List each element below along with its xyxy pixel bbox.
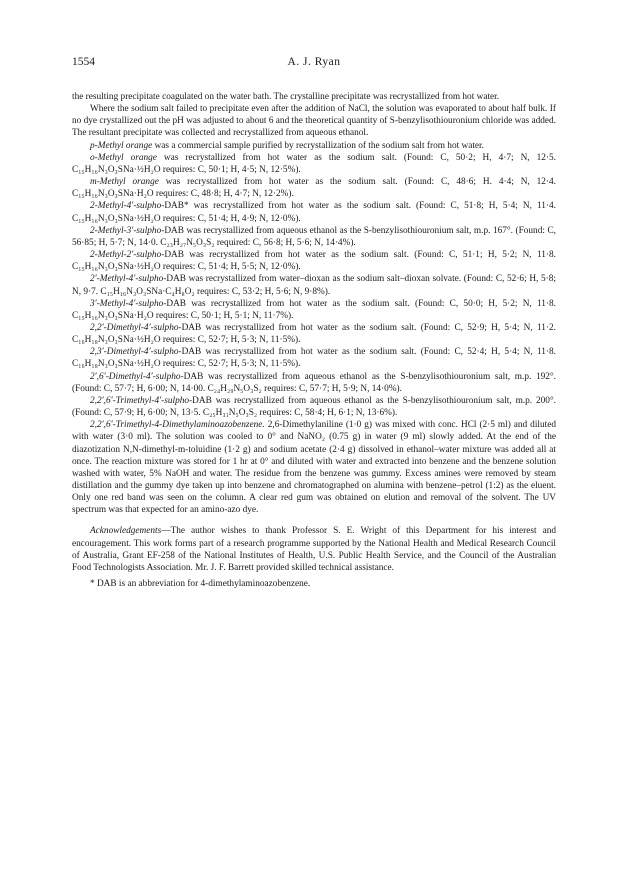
body-text bbox=[72, 91, 556, 590]
paragraph bbox=[72, 103, 556, 139]
paragraph bbox=[72, 346, 556, 370]
paragraph-text: was a commercial sample purified by recrystallization of the sodium salt from hot water. bbox=[152, 140, 484, 151]
compound-name: p-Methyl orange bbox=[90, 140, 153, 151]
paragraph bbox=[72, 322, 556, 346]
paragraph bbox=[72, 298, 556, 322]
paragraph-text: DAB was recrystallized from hot water as the sodium salt. (Found: C, 51·1; H, 5·2; N, 11·8. C₁₅H₁₆N₃O₃SNa·½H₂O requires: C, 51·4; H, 5·5; N, 12·0%). bbox=[72, 250, 556, 273]
paragraph bbox=[72, 249, 556, 273]
page-number: 1554 bbox=[72, 56, 95, 68]
compound-name: 2,2′,6′-Trimethyl-4′-sulpho- bbox=[90, 395, 193, 406]
paragraph bbox=[72, 273, 556, 297]
paragraph bbox=[72, 225, 556, 249]
paragraph bbox=[72, 91, 556, 103]
paragraph bbox=[72, 371, 556, 395]
paragraph bbox=[72, 152, 556, 176]
footnote: * DAB is an abbreviation for 4-dimethylaminoazobenzene. bbox=[90, 579, 311, 590]
compound-name: 2-Methyl-2′-sulpho- bbox=[90, 250, 165, 261]
paragraph-text: DAB was recrystallized from hot water as the sodium salt. (Found: C, 52·4; H, 5·4; N, 11·8. C₁₆H₁₈N₃O₃SNa·½H₂O requires: C, 52·7; H, 5·3; N, 11·5%). bbox=[72, 347, 556, 370]
paragraph-text: the resulting precipitate coagulated on the water bath. The crystalline precipitate was recrystallized from hot water. bbox=[72, 92, 500, 102]
paragraph-text: 2,6-Dimethylaniline (1·0 g) was mixed with conc. HCl (2·5 ml) and diluted with water (3·0 ml). The solution was cooled to 0° and NaNO₂ (0.75 g) in water (9 ml) slowly added. At the end of the diazotization N,N-dimethyl-m-toluidine (1·2 g) and sodium acetate (2·4 g) dissolved in ethanol–water mixture was added all at once. The reaction mixture was stored for 1 hr at 0° and diluted with water and extracted into benzene and the benzene solution washed with water, 5% NaOH and water. The residue from the benzene was gummy. Excess amines were removed by steam distillation and the gummy dye taken up into benzene and chromatographed on alumina with benzene–petrol (1:2) as the eluent. Only one red band was seen on the column. A clear red gum was obtained on elution and removal of the solvent. The UV spectrum was that expected for an amino-azo dye. bbox=[72, 420, 556, 516]
paragraph-text: DAB was recrystallized from aqueous ethanol as the S-benzylisothiouronium salt, m.p. 192°. (Found: C, 57·7; H, 6·00; N, 14·00. C₂₄H₂₉N₅O₃S₂ requires: C, 57·7; H, 5·9; N, 14·0%). bbox=[72, 371, 556, 394]
paragraph-text: DAB was recrystallized from aqueous ethanol as the S-benzylisothiouronium salt, m.p. 167°. (Found: C, 56·85; H, 5·7; N, 14·0. C₂₃H₂₇N₅O₃S₂ required: C, 56·8; H, 5·6; N, 14·4%). bbox=[72, 225, 556, 248]
paragraph-text: was recrystallized from hot water as the sodium salt. (Found: C, 50·2; H, 4·7; N, 12·5. C₁₅H₁₆N₃O₃SNa·½H₂O requires: C, 50·1; H, 4·5; N, 12·5%). bbox=[72, 152, 557, 175]
compound-name: 2-Methyl-4′-sulpho- bbox=[90, 201, 165, 212]
paragraph-text: DAB was recrystallized from aqueous ethanol as the S-benzylisothiouronium salt, m.p. 200°. (Found: C, 57·9; H, 6·00; N, 13·5. C₂₅H₃₁N₅O₃S₂ requires: C, 58·4; H, 6·1; N, 13·6%). bbox=[72, 395, 556, 419]
running-head: A. J. Ryan bbox=[287, 56, 341, 68]
compound-name: 2-Methyl-3′-sulpho- bbox=[90, 225, 165, 236]
acknowledgements-label: Acknowledgements bbox=[90, 526, 162, 537]
compound-name: o-Methyl orange bbox=[90, 152, 157, 163]
paragraph bbox=[72, 395, 556, 419]
paragraph bbox=[72, 176, 556, 200]
paragraph bbox=[72, 419, 556, 516]
acknowledgements-text: —The author wishes to thank Professor S. E. Wright of this Department for his interest and encouragement. This work forms part of a research programme supported by the National Health and Medical Research Council of Australia, Grant EF-258 of the National Institutes of Health, U.S. Public Health Service, and the Council of the Australian Food Technologists Association. Mr. J. F. Barrett provided skilled technical assistance. bbox=[72, 526, 556, 573]
compound-name: m-Methyl orange bbox=[90, 177, 159, 188]
compound-name: 2,2′,6′-Trimethyl-4-Dimethylaminoazobenzene. bbox=[90, 420, 265, 431]
paragraph-text: DAB was recrystallized from water–dioxan as the sodium salt–dioxan solvate. (Found: C, 52·6; H, 5·8; N, 9·7. C₁₅H₁₆N₃O₃SNa·C₄H₈O₂ requires: C, 53·2; H, 5·6; N, 9·8%). bbox=[72, 274, 556, 297]
page-header bbox=[72, 56, 556, 72]
compound-name: 2,2′-Dimethyl-4′-sulpho- bbox=[90, 322, 182, 333]
paragraph-text: DAB was recrystallized from hot water as the sodium salt. (Found: C, 50·0; H, 5·2; N, 11·8. C₁₅H₁₆N₃O₃SNa·H₂O requires: C, 50·1; H, 5·1; N, 11·7%). bbox=[72, 298, 556, 321]
compound-name: 2′-Methyl-4′-sulpho- bbox=[90, 274, 167, 285]
paragraph bbox=[72, 200, 556, 224]
compound-name: 3′-Methyl-4′-sulpho- bbox=[90, 298, 167, 309]
compound-name: 2,3′-Dimethyl-4′-sulpho- bbox=[90, 347, 182, 358]
paragraph bbox=[72, 140, 556, 152]
paragraph-text: Where the sodium salt failed to precipitate even after the addition of NaCl, the solution was evaporated to about half bulk. If no dye crystallized out the pH was adjusted to about 6 and the theoretical quantity of S-benzylisothiouronium chloride was added. The resultant precipitate was collected and recrystallized from aqueous ethanol. bbox=[72, 104, 556, 139]
acknowledgements bbox=[72, 525, 556, 574]
paragraph-text: was recrystallized from hot water as the sodium salt. (Found: C, 48·6; H. 4·4; N, 12·4. C₁₅H₁₆N₃O₃SNa·H₂O requires: C, 48·8; H, 4·7; N, 12·2%). bbox=[72, 177, 556, 200]
paragraph-text: DAB was recrystallized from hot water as the sodium salt. (Found: C, 52·9; H, 5·4; N, 11·2. C₁₆H₁₈N₃O₃SNa·½H₂O requires: C, 52·7; H, 5·3; N, 11·5%). bbox=[72, 322, 556, 346]
paragraph-text: DAB* was recrystallized from hot water as the sodium salt. (Found: C, 51·8; H, 5·4; N, 11·4. C₁₅H₁₆N₃O₃SNa·½H₂O requires: C, 51·4; H, 4·9; N, 12·0%). bbox=[72, 201, 556, 224]
compound-name: 2′,6′-Dimethyl-4′-sulpho- bbox=[90, 371, 184, 382]
